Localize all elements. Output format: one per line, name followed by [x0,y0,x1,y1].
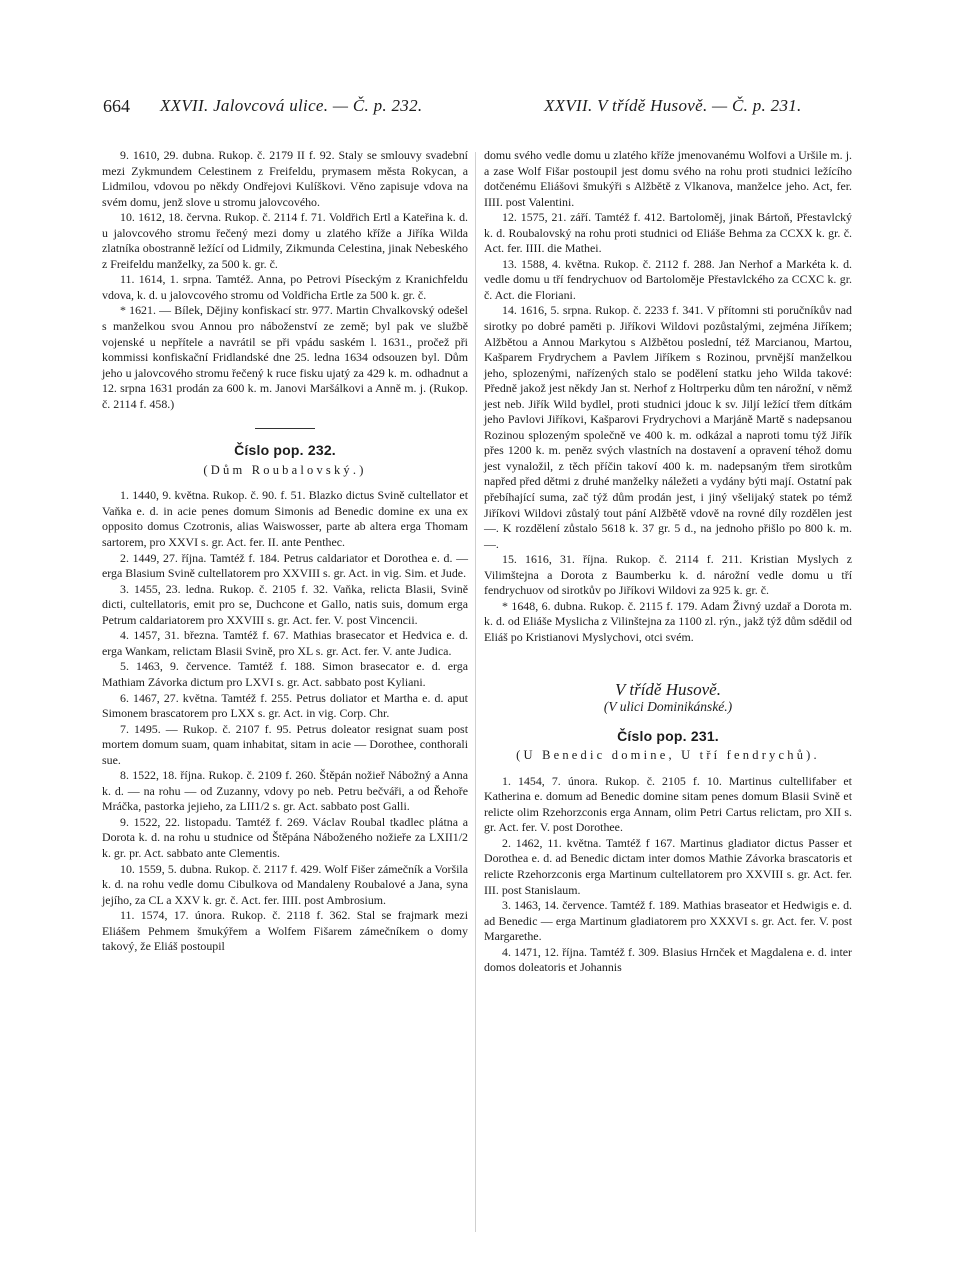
column-divider-line [475,152,476,1232]
street-section-title: V třídě Husově. [615,679,721,699]
section-divider [255,428,315,429]
entry-paragraph: 1. 1454, 7. února. Rukop. č. 2105 f. 10. Martinus cultellifaber et Katherina e. domum ad Benedic domine sitam penes domum Blasii Svině et relicte olim Rzehorzconis erga Annam, olim Petri Cartus relictam, pro XII s. gr. Act. fer. V. post Dorothee. [484,773,852,835]
entry-paragraph: * 1621. — Bílek, Dějiny konfiskací str. 977. Martin Chvalkovský odešel s manželkou svou Annou pro náboženství ze země; byl pak ve službě vojenské u nepřítele a navrátil se při vpádu saském l. 1631., pročež při kommissi konfiskační Fridlandské dne 25. ledna 1634 odsouzen byl. Dům jeho u jalovcového stromu řečený k ruce fisku ujatý za 429 k. m. odhadnut a 12. srpna 1631 prodán za 600 k. m. Janovi Maršálkovi a Anně m. j. (Rukop. č. 2114 f. 458.) [102,303,468,411]
running-title-left: XXVII. Jalovcová ulice. — Č. p. 232. [160,96,423,115]
entry-paragraph: 11. 1574, 17. února. Rukop. č. 2118 f. 362. Stal se frajmark mezi Eliášem Pehmem šmukýřem a Wolfem Fišarem zámečníkem o domy takový, že Eliáš postoupil [102,908,468,954]
entry-paragraph: * 1648, 6. dubna. Rukop. č. 2115 f. 179. Adam Živný uzdař a Dorota m. k. d. od Eliáše Myslicha z Vilinštejna za 1100 zl. rýn., jakž týž dům sdědil od Eliáš po Kristianovi Myslychovi, otci svém. [484,598,852,644]
right-column [484,148,852,976]
street-section-subtitle: (V ulici Dominikánské.) [603,699,733,715]
house-number-heading: Číslo pop. 232. [234,442,336,459]
entry-paragraph: 6. 1467, 27. května. Tamtéž f. 255. Petrus doliator et Martha e. d. aput Simonem brascatorem pro LXX s. gr. Act. in vig. Corp. Chr. [102,690,468,721]
running-header [0,96,960,120]
entry-paragraph: 10. 1559, 5. dubna. Rukop. č. 2117 f. 429. Wolf Fišer zámečník a Voršila k. d. na rohu vedle domu Cibulkova od Mandaleny Roubalové a Jana, syna jejího, za CL a XXV k. gr. č. Act. fer. IIII. post Ambrosium. [102,861,468,907]
entry-paragraph: 10. 1612, 18. června. Rukop. č. 2114 f. 71. Voldřich Ertl a Kateřina k. d. u jalovcového stromu řečený mezi domy u zlatého kříže a Jiříka Wilda zlatníka obostranně ležící od Lidmily, Zikmunda Celestina, jinak Nebeského z Freifeldu manželky, za 500 k. gr. č. [102,210,468,271]
entry-paragraph: 4. 1457, 31. března. Tamtéž f. 67. Mathias brasecator et Hedvica e. d. erga Wankam, relictam Blasii Svině, pro XL s. gr. Act. fer. V. ante Judica. [102,628,468,658]
entry-paragraph: 15. 1616, 31. října. Rukop. č. 2114 f. 211. Kristian Myslych z Vilimštejna a Dorota z Baumberku k. d. nárožní vedle domu u tří fendrychuov od sirotkův po Jiříkovi Wildovi za 925 k. gr. č. [484,552,852,598]
entry-paragraph: 5. 1463, 9. července. Tamtéž f. 188. Simon brasecator e. d. erga Mathiam Závorka dictum pro LXVI s. gr. Act. sabbato post Kyliani. [102,659,468,689]
entry-paragraph: 1. 1440, 9. května. Rukop. č. 90. f. 51. Blazko dictus Svině cultellator et Vaňka e. d. in acie penes domum Simonis ad Benedic domine ex una ex opposito domus Czotronis, alias Waiswosser, parte ab altera erga Thomam sartorem, pro XXVI s. gr. Act. fer. II. ante Penthec. [102,488,468,550]
entry-paragraph: 4. 1471, 12. října. Tamtéž f. 309. Blasius Hrnček et Magdalena e. d. inter domos doleatoris et Johannis [484,944,852,975]
entry-paragraph: 3. 1455, 23. ledna. Rukop. č. 2105 f. 32. Vaňka, relicta Blasii, Svině dicti, cultellatoris, emit pro se, Duchcone et Gallo, natis suis, domum erga Petrum caldariatorem pro XXVIII s. gr. Act. fer. V. post Vincencii. [102,581,468,627]
entry-paragraph: 7. 1495. — Rukop. č. 2107 f. 95. Petrus doleator resignat suam post mortem domum suam, quam inhabitat, sitam in acie — Dorothee, conthorali sue. [102,721,468,767]
entry-paragraph: 12. 1575, 21. září. Tamtéž f. 412. Bartoloměj, jinak Bártoň, Přestavlcký k. d. Roubalovský na rohu proti studnici od Eliáše Behma za CCXX k. gr. č. Act. fer. IIII. die Mathei. [484,210,852,256]
entry-paragraph: 2. 1462, 11. května. Tamtéž f 167. Martinus gladiator dictus Passer et Dorothea e. d. ad Benedic dictam inter domos Mathie Závorka brascatoris et relicte Rzehorzconis erga Martinum cultellatorem pro XXVIII s. gr. Act. fer. III. post Stanislaum. [484,835,852,897]
entry-paragraph: 9. 1610, 29. dubna. Rukop. č. 2179 II f. 92. Staly se smlouvy svadební mezi Zykmundem Celestinem z Freifeldu, prymasem města Rokycan, a Lidmilou, vdovou po někdy Ondřejovi Kulíškovi. Věno zapisuje vdova na svém domu, jenž slove u stromu jalovcového. [102,148,468,209]
left-column [102,148,468,955]
entry-paragraph: 2. 1449, 27. října. Tamtéž f. 184. Petrus caldariator et Dorothea e. d. — erga Blasium Svině cultellatorem pro XXVIII s. gr. Act. in vig. Sim. et Jude. [102,550,468,581]
entry-paragraph: 11. 1614, 1. srpna. Tamtéž. Anna, po Petrovi Píseckým z Kranichfeldu vdova, k. d. u jalovcového stromu od Voldřicha Ertle za 500 k. gr. č. [102,272,468,302]
entry-paragraph: 9. 1522, 22. listopadu. Tamtéž f. 269. Václav Roubal tkadlec plátna a Dorota k. d. na rohu u studnice od Štěpána Náboženého nožieře za LXII1/2 k. gr. pr. Act. sabbato ante Clementis. [102,814,468,860]
running-title-right: XXVII. V třídě Husově. — Č. p. 231. [544,96,802,115]
house-name-subheading: (Dům Roubalovský.) [203,462,367,477]
continued-paragraph: domu svého vedle domu u zlatého kříže jmenovanému Wolfovi a Uršile m. j. a zase Wolf Fišar postoupil jest domu svého na rohu proti studnici ležícího dotčenému Eliášovi šmukýři s Alžbětě z Vlkanova, manželce jeho. Act, fer. IIII. post Valentini. [484,148,852,209]
entry-paragraph: 13. 1588, 4. května. Rukop. č. 2112 f. 288. Jan Nerhof a Markéta k. d. vedle domu u tří fendrychuov od Bartoloměje Přestavlckého za CCXC k. gr. č. Act. die Floriani. [484,256,852,302]
entry-paragraph: 14. 1616, 5. srpna. Rukop. č. 2233 f. 341. V přítomni sti poručníkův nad sirotky po dobré paměti p. Jiříkovi Wildovi pozůstalými, zejména Jiříkem; Alžbětou a Annou Markytou s Alžbětou poslední, též Marcianou, Martou, Kašparem Frydrychem a Pavlem Jiříkem s Rozinou, prvnější manželkou jeho, splozenými, nařízených stalo se podělení statku jeho Wilda takové: Předně jakož jest někdy Jan st. Nerhof z Holtrperku dům ten nárožní, v němž jest neb. Jiřík Wild bydlel, proti studnici jdouc k sv. Jiljí ležící třem dítkám jeho Pavlovi Jiříkovi, Kašparovi Frydrychovi a Marjáně Martě s nadepsanou Rozinou splozeným společně ve 400 k. m. odkázal a naproti tomu týž Jiřík přes 1200 k. m. peněz svých vlastních na dostavení a opravení téhož domu jest vynaložil, z těch příčin takoví 400 k. m. nadepsaným třem sirotkům napřed před dětmi z druhé manželky náležeti a vydány býti mají. Ostatní pak přebíhající suma, zač týž dům prodán jest, i jiný všelijaký statek po témž Jiříkovi Wildovi zůstalý tout pání Alžbětě vdově na rovné díly rozdělen jest —. K rozdělení zůstalo 5618 k. 37 gr. 5 d., na jednoho přišlo po 800 k. m. —. [484,303,852,551]
page-number: 664 [103,96,130,116]
house-name-subheading: (U Benedic domine, U tří fendrychů). [516,748,820,763]
house-number-heading: Číslo pop. 231. [617,727,719,744]
entry-paragraph: 8. 1522, 18. října. Rukop. č. 2109 f. 260. Štěpán nožieř Nábožný a Anna k. d. — na rohu — od Zuzanny, vdovy po neb. Petru bečváři, a od Řehoře Mráčka, pastorka jejieho, za LII1/2 s. gr. Act. sabbato post Galli. [102,768,468,814]
entry-paragraph: 3. 1463, 14. července. Tamtéž f. 189. Mathias braseator et Hedwigis e. d. ad Benedic — erga Martinum gladiatorem pro XXXVI s. gr. Act. fer. V. post Margarethe. [484,898,852,944]
